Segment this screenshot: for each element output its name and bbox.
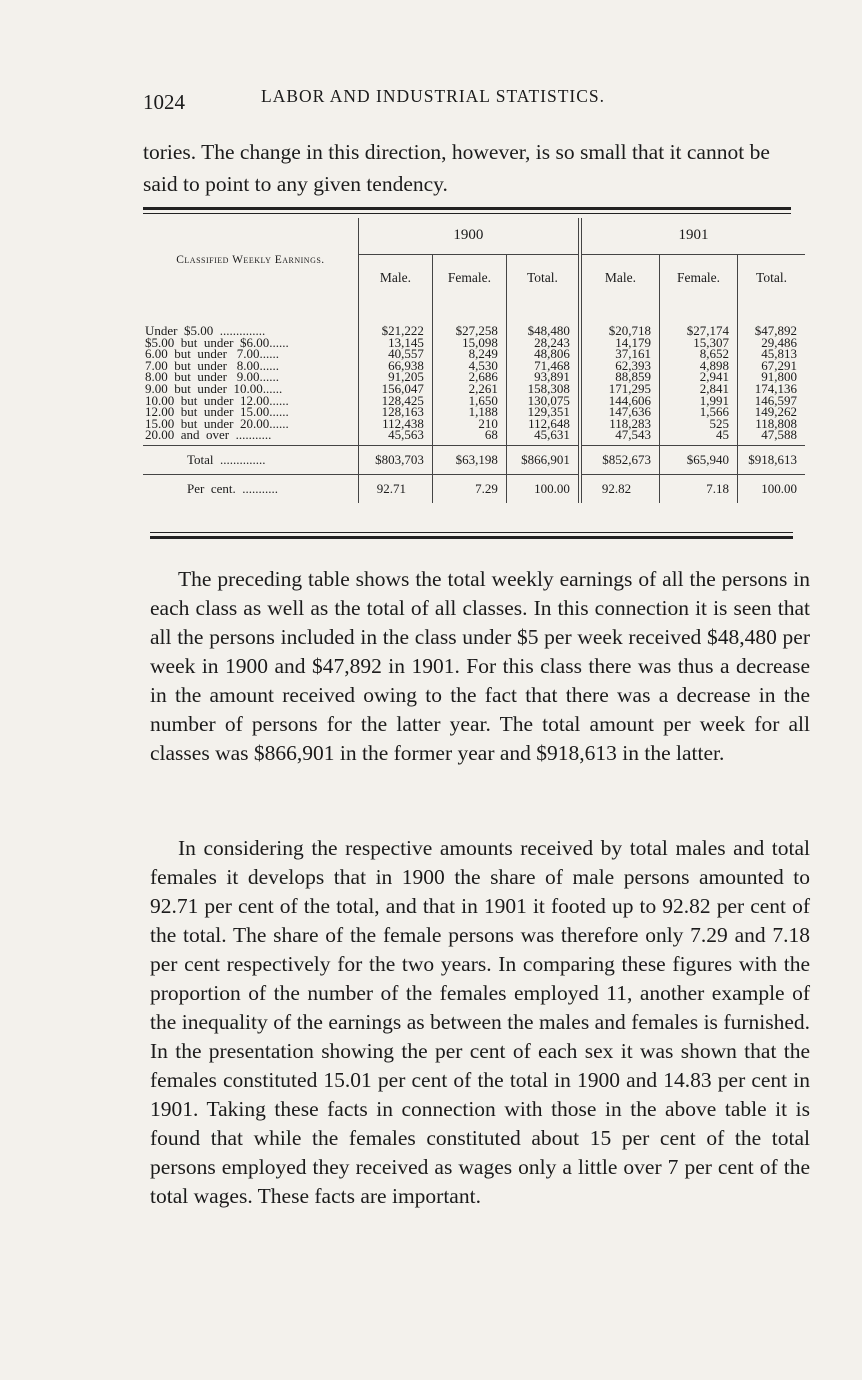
col-1901-female: $27,174 15,307 8,652 4,898 2,941 2,841 1,991 1,566 525 45	[659, 301, 737, 445]
percent-row	[143, 474, 805, 503]
intro-text: tories. The change in this direction, however, is so small that it cannot be said to point to any given tendency.	[143, 140, 770, 196]
paragraph-1	[150, 565, 810, 768]
paragraph-2	[150, 834, 810, 1211]
table-bottom-rule	[150, 536, 793, 539]
percent-1900-total: 100.00	[506, 474, 579, 503]
table-bottom-rule-thin	[150, 532, 793, 533]
col-1900-total: $48,480 28,243 48,806 71,468 93,891 158,308 130,075 129,351 112,648 45,631	[506, 301, 579, 445]
year-heading-1900: 1900	[358, 218, 579, 255]
paragraph-2-text: In considering the respective amounts received by total males and total females it develops that in 1900 the share of male persons amounted to 92.71 per cent of the total, and that in 1901 it footed up to 92.82 per cent of the total. The share of the female persons was therefore only 7.29 and 7.18 per cent respectively for the two years. In comparing these figures with the proportion of the number of the females employed 11, another example of the inequality of the earnings as between the males and females is furnished. In the presentation showing the per cent of each sex it was shown that the females constituted 15.01 per cent of the total in 1900 and 14.83 per cent in 1901. Taking these facts in connection with those in the above table it is found that while the females constituted about 15 per cent of the total persons employed they received as wages only a little over 7 per cent of the total wages. These facts are important.	[150, 836, 810, 1208]
percent-1901-total: 100.00	[738, 474, 805, 503]
table-top-rule	[143, 207, 791, 210]
col-1901-male: $20,718 14,179 37,161 62,393 88,859 171,295 144,606 147,636 118,283 47,543	[580, 301, 660, 445]
total-1901-male: $852,673	[580, 445, 660, 474]
year-heading-1901: 1901	[580, 218, 805, 255]
total-1901-total: $918,613	[738, 445, 805, 474]
total-label: Total ..............	[143, 445, 358, 474]
running-title: LABOR AND INDUSTRIAL STATISTICS.	[261, 86, 605, 106]
percent-label: Per cent. ...........	[143, 474, 358, 503]
percent-1901-male: 92.82	[580, 474, 660, 503]
table-top-rule-thin	[143, 213, 791, 214]
percent-1900-female: 7.29	[432, 474, 506, 503]
total-1900-female: $63,198	[432, 445, 506, 474]
percent-1901-female: 7.18	[659, 474, 737, 503]
col-1900-female: $27,258 15,098 8,249 4,530 2,686 2,261 1,650 1,188 210 68	[432, 301, 506, 445]
col-header-1901-total: Total.	[738, 255, 805, 302]
col-1901-total: $47,892 29,486 45,813 67,291 91,800 174,136 146,597 149,262 118,808 47,588	[738, 301, 805, 445]
col-header-1900-total: Total.	[506, 255, 579, 302]
col-header-1901-male: Male.	[580, 255, 660, 302]
col-header-1900-female: Female.	[432, 255, 506, 302]
class-heading: Classified Weekly Earnings.	[176, 253, 325, 266]
col-header-1901-female: Female.	[659, 255, 737, 302]
percent-1900-male: 92.71	[358, 474, 432, 503]
total-1901-female: $65,940	[659, 445, 737, 474]
earnings-table	[143, 218, 805, 503]
table-body-row	[143, 301, 805, 445]
total-row	[143, 445, 805, 474]
col-1900-male: $21,222 13,145 40,557 66,938 91,205 156,047 128,425 128,163 112,438 45,563	[358, 301, 432, 445]
total-1900-male: $803,703	[358, 445, 432, 474]
row-labels: Under $5.00 .............. $5.00 but under $6.00...... 6.00 but under 7.00...... 7.00 but under 8.00...... 8.00 but under 9.00...... 9.00 but under 10.00...... 10.00 but under 12.00...... 12.00 but under 15.00...... 15.00 but under 20.00...... 20.00 and over ...........	[145, 323, 289, 443]
page-number: 1024	[143, 90, 185, 114]
col-header-1900-male: Male.	[358, 255, 432, 302]
paragraph-1-text: The preceding table shows the total weekly earnings of all the persons in each class as well as the total of all classes. In this connection it is seen that all the persons included in the class under $5 per week received $48,480 per week in 1900 and $47,892 in 1901. For this class there was thus a decrease in the amount received owing to the fact that there was a decrease in the number of persons for the latter year. The total amount per week for all classes was $866,901 in the former year and $918,613 in the latter.	[150, 567, 810, 765]
total-1900-total: $866,901	[506, 445, 579, 474]
